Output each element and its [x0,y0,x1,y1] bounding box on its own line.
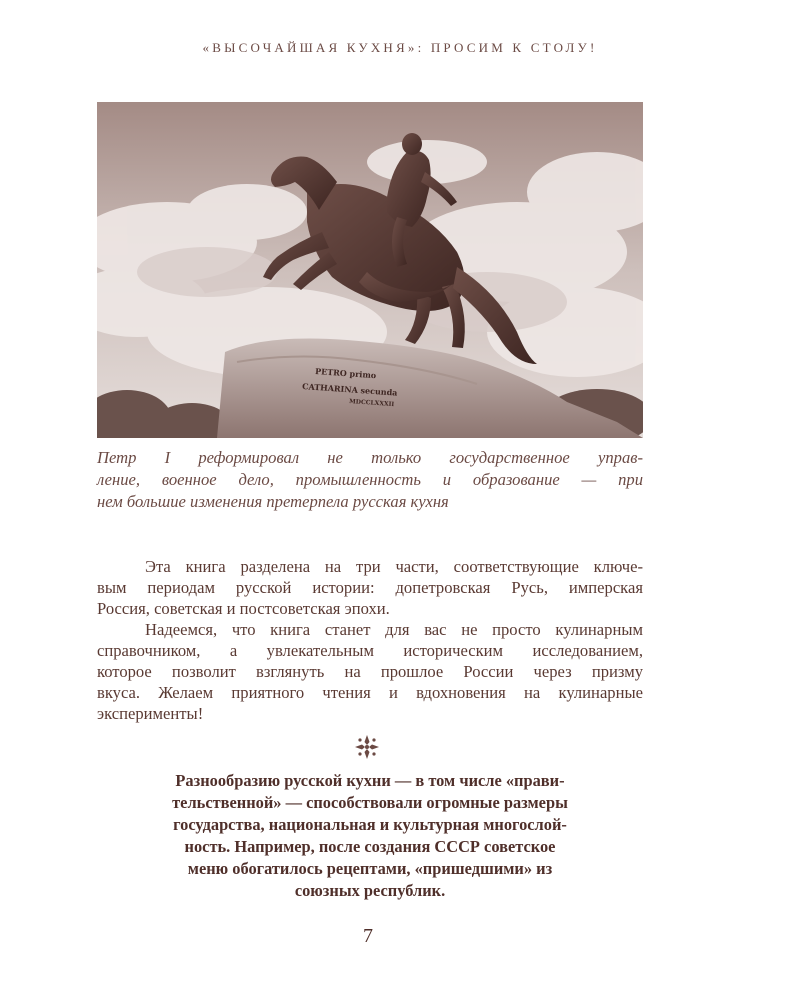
caption-line: Петр I реформировал не только государственное управ- [97,448,643,467]
monument-illustration [97,102,643,438]
callout-line: меню обогатилось рецептами, «пришедшими» из [187,859,553,878]
callout-line: Разнообразию русской кухни — в том числе «прави- [175,771,565,790]
callout-block [97,770,643,902]
inscription-line-2: CATHARINA secunda [301,381,398,398]
body-line: Эта книга разделена на три части, соответствующие ключе- [145,557,643,576]
body-line: которое позволит взглянуть на прошлое России через призму [97,662,643,681]
running-head: «ВЫСОЧАЙШАЯ КУХНЯ»: ПРОСИМ К СТОЛУ! [202,40,598,55]
body-line: Надеемся, что книга станет для вас не просто кулинарным [145,620,643,639]
inscription-line-1: PETRO primo [314,366,377,381]
fleuron-icon [353,733,381,761]
body-paragraphs [97,556,643,724]
body-line: эксперименты! [97,704,204,723]
body-line: справочником, а увлекательным историческим исследованием, [97,641,643,660]
callout-line: ность. Например, после создания СССР советское [184,837,556,856]
callout-line: союзных республик. [294,881,446,900]
body-line: Россия, советская и постсоветская эпохи. [97,599,390,618]
inscription-line-3: MDCCLXXXII [348,398,395,409]
photo-caption [97,447,643,513]
callout-line: тельственной» — способствовали огромные размеры [172,793,568,812]
caption-line: нем большие изменения претерпела русская кухня [97,492,449,511]
monument-photo [97,102,643,438]
page-number: 7 [363,925,373,947]
body-line: вым периодам русской истории: допетровская Русь, имперская [97,578,643,597]
caption-line: ление, военное дело, промышленность и образование — при [97,470,643,489]
body-line: вкуса. Желаем приятного чтения и вдохновения на кулинарные [97,683,643,702]
callout-line: государства, национальная и культурная многослой- [173,815,567,834]
